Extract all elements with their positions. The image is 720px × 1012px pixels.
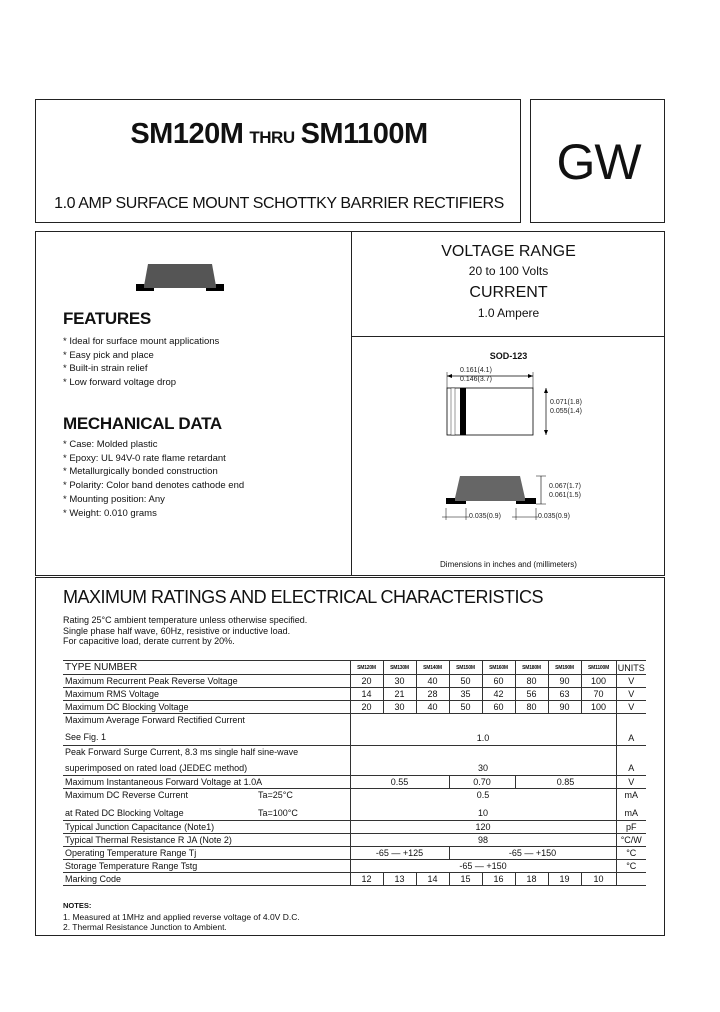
units-header: UNITS: [617, 662, 645, 673]
row-label-line: [65, 789, 350, 802]
value-line: 10: [477, 808, 488, 818]
cell: 80: [515, 701, 548, 714]
list-item: * Ideal for surface mount applications: [63, 336, 220, 347]
table-row: [63, 746, 646, 776]
cell: 14: [350, 688, 383, 701]
cell: 30: [383, 675, 416, 688]
voltage-range-title: VOLTAGE RANGE: [441, 243, 576, 260]
dimensions-note: Dimensions in inches and (millimeters): [440, 560, 577, 569]
condition-line: Single phase half wave, 60Hz, resistive or inductive load.: [63, 625, 291, 636]
dim-height-min: 0.061(1.5): [549, 492, 581, 499]
features-panel: [35, 231, 665, 576]
row-label-line: superimposed on rated load (JEDEC method): [65, 763, 248, 773]
dim-pad-left: 0.035(0.9): [469, 513, 501, 520]
part-start: SM120M: [130, 118, 244, 150]
cell: 60: [482, 675, 515, 688]
list-item: * Easy pick and place: [63, 349, 154, 361]
title-block: [35, 99, 521, 223]
cell: 56: [515, 688, 548, 701]
row-label: Operating Temperature Range Tj: [63, 847, 350, 860]
cell: 50: [449, 675, 482, 688]
table-row: [63, 821, 646, 834]
features-list: [63, 335, 219, 390]
part-header: SM180M: [515, 661, 548, 675]
row-label-line: Maximum Average Forward Rectified Current: [65, 715, 245, 725]
thru-label: THRU: [249, 128, 295, 147]
list-item: * Case: Molded plastic: [63, 439, 158, 450]
unit-line: mA: [624, 808, 638, 818]
table-row: [63, 776, 646, 789]
row-label: Storage Temperature Range Tstg: [63, 860, 350, 873]
unit-cell: [616, 873, 646, 886]
cell: 40: [416, 675, 449, 688]
logo-block: [530, 99, 665, 223]
row-label: Typical Thermal Resistance R JA (Note 2): [63, 834, 350, 847]
row-label: Marking Code: [63, 873, 350, 886]
divider: [351, 336, 665, 337]
table-row: [63, 714, 646, 746]
row-label-line: See Fig. 1: [65, 732, 107, 742]
footnotes: [63, 900, 300, 933]
cell: 14: [416, 873, 449, 886]
part-header: SM190M: [548, 661, 581, 675]
table-row: [63, 834, 646, 847]
rating-conditions: [63, 615, 307, 647]
cell: 40: [416, 701, 449, 714]
cell: 98: [350, 834, 616, 847]
part-header: SM130M: [383, 661, 416, 675]
table-row: [63, 873, 646, 886]
page-title: [36, 118, 522, 151]
package-name: SOD-123: [489, 351, 528, 361]
cell: 90: [548, 675, 581, 688]
cell: 120: [350, 821, 616, 834]
table-row: [63, 789, 646, 821]
cell: -65 — +150: [350, 860, 616, 873]
cell: 80: [515, 675, 548, 688]
cell: 12: [350, 873, 383, 886]
table-header-row: [63, 661, 646, 675]
package-icon: [134, 262, 226, 294]
mechanical-heading: MECHANICAL DATA: [63, 414, 222, 433]
package-side-view: [436, 472, 586, 532]
unit-cell: V: [616, 688, 646, 701]
unit-cell: V: [616, 776, 646, 789]
footnote: 1. Measured at 1MHz and applied reverse voltage of 4.0V D.C.: [63, 911, 300, 922]
value-line: 0.5: [476, 790, 490, 800]
row-label: Maximum RMS Voltage: [63, 688, 350, 701]
row-label-text: Maximum DC Reverse Current: [65, 790, 189, 800]
unit-cell: V: [616, 701, 646, 714]
dim-length-min: 0.146(3.7): [460, 376, 492, 383]
unit-cell: [616, 789, 646, 821]
unit-line: mA: [624, 790, 638, 800]
list-item: * Mounting position: Any: [63, 493, 165, 505]
cell: 42: [482, 688, 515, 701]
dim-width-min: 0.055(1.4): [550, 408, 582, 415]
cell: 1.0: [350, 714, 616, 746]
current-title: CURRENT: [469, 284, 548, 301]
cell: 60: [482, 701, 515, 714]
footnotes-title: NOTES:: [63, 901, 92, 910]
current-value: 1.0 Ampere: [477, 306, 540, 320]
row-label: [63, 746, 350, 776]
part-header: SM140M: [416, 661, 449, 675]
type-number-header: TYPE NUMBER: [63, 661, 350, 675]
mechanical-list: [63, 438, 244, 520]
cell: 100: [581, 701, 616, 714]
part-header: SM1100M: [581, 661, 616, 675]
cell: -65 — +125: [350, 847, 449, 860]
cell: 13: [383, 873, 416, 886]
page-subtitle: 1.0 AMP SURFACE MOUNT SCHOTTKY BARRIER RECTIFIERS: [54, 195, 504, 212]
cell: 28: [416, 688, 449, 701]
brand-logo: GW: [556, 134, 641, 190]
unit-cell: °C: [616, 847, 646, 860]
part-end: SM1100M: [300, 118, 428, 150]
cell: 16: [482, 873, 515, 886]
row-label-text: at Rated DC Blocking Voltage: [65, 808, 184, 818]
condition-text: Ta=25°C: [258, 790, 293, 800]
cell: -65 — +150: [449, 847, 616, 860]
row-label-line: [65, 807, 350, 820]
condition-line: Rating 25°C ambient temperature unless otherwise specified.: [63, 615, 308, 625]
list-item: * Low forward voltage drop: [63, 377, 177, 389]
table-row: [63, 675, 646, 688]
cell: 30: [350, 746, 616, 776]
cell: 0.70: [449, 776, 515, 789]
cell: 30: [383, 701, 416, 714]
cell: 0.55: [350, 776, 449, 789]
table-row: [63, 688, 646, 701]
list-item: * Weight: 0.010 grams: [63, 507, 157, 519]
part-header: SM160M: [482, 661, 515, 675]
condition-line: For capacitive load, derate current by 20%.: [63, 636, 235, 646]
dim-width-max: 0.071(1.8): [550, 399, 582, 406]
cell: 90: [548, 701, 581, 714]
cell: 50: [449, 701, 482, 714]
table-row: [63, 847, 646, 860]
dim-pad-right: 0.035(0.9): [538, 513, 570, 520]
list-item: * Built-in strain relief: [63, 363, 148, 375]
voltage-range-value: 20 to 100 Volts: [468, 264, 549, 278]
footnote: 2. Thermal Resistance Junction to Ambient.: [63, 922, 227, 932]
unit-cell: A: [616, 714, 646, 746]
cell: 20: [350, 701, 383, 714]
cell: 21: [383, 688, 416, 701]
cell: [350, 789, 616, 821]
table-row: [63, 860, 646, 873]
part-header: SM150M: [449, 661, 482, 675]
cell: 100: [581, 675, 616, 688]
unit-cell: °C/W: [616, 834, 646, 847]
dim-height-max: 0.067(1.7): [549, 483, 581, 490]
cell: 15: [449, 873, 482, 886]
row-label: Typical Junction Capacitance (Note1): [63, 821, 350, 834]
list-item: * Epoxy: UL 94V-0 rate flame retardant: [63, 452, 226, 464]
unit-cell: pF: [616, 821, 646, 834]
ratings-panel: [35, 577, 665, 936]
condition-text: Ta=100°C: [258, 808, 298, 818]
cell: 35: [449, 688, 482, 701]
cell: 20: [350, 675, 383, 688]
dim-length-max: 0.161(4.1): [460, 367, 492, 374]
list-item: * Metallurgically bonded construction: [63, 466, 218, 478]
unit-cell: A: [616, 746, 646, 776]
ratings-heading: MAXIMUM RATINGS AND ELECTRICAL CHARACTERISTICS: [63, 587, 544, 607]
list-item: * Polarity: Color band denotes cathode end: [63, 480, 245, 492]
part-header: SM120M: [350, 661, 383, 675]
unit-cell: °C: [616, 860, 646, 873]
cell: 10: [581, 873, 616, 886]
row-label: Maximum Recurrent Peak Reverse Voltage: [63, 675, 350, 688]
cell: 70: [581, 688, 616, 701]
ratings-table: [63, 660, 646, 886]
cell: 18: [515, 873, 548, 886]
row-label-line: Peak Forward Surge Current, 8.3 ms single half sine-wave: [65, 747, 299, 757]
features-heading: FEATURES: [63, 309, 151, 328]
row-label: Maximum Instantaneous Forward Voltage at 1.0A: [63, 776, 350, 789]
cell: 63: [548, 688, 581, 701]
cell: 19: [548, 873, 581, 886]
row-label: [63, 714, 350, 746]
row-label: Maximum DC Blocking Voltage: [63, 701, 350, 714]
package-top-view: [426, 368, 576, 444]
unit-cell: V: [616, 675, 646, 688]
cell: 0.85: [515, 776, 616, 789]
table-row: [63, 701, 646, 714]
row-label: [63, 789, 350, 821]
